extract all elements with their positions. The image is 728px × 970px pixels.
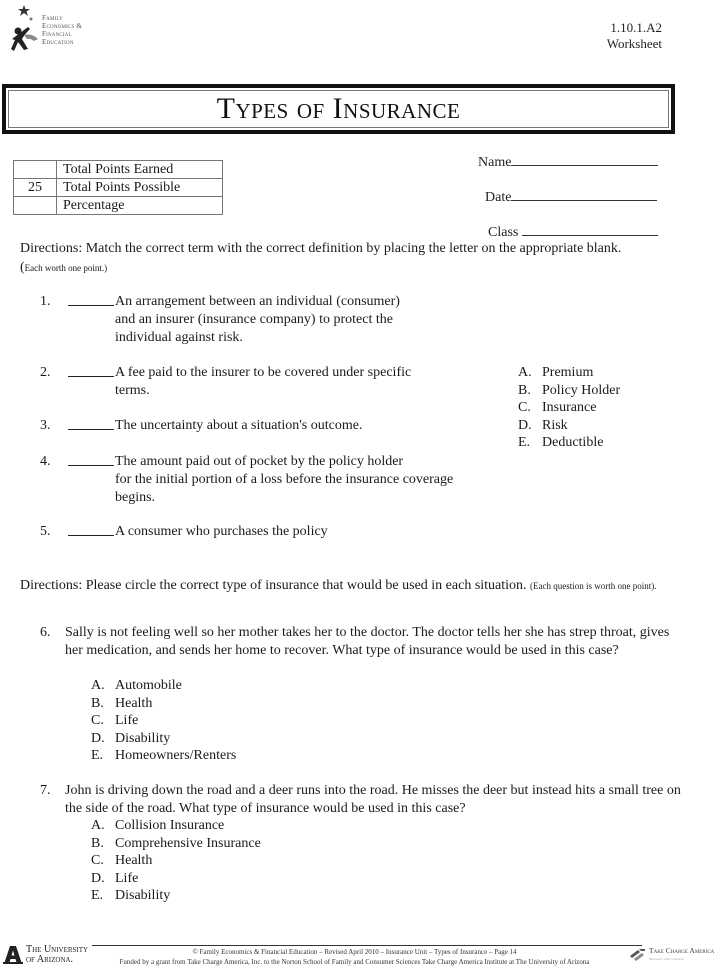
- option-item[interactable]: E. Disability: [91, 888, 171, 904]
- match-item-1: 1. An arrangement between an individual (consumer) and an insurer (insurance company) to protect the individual against risk.: [40, 294, 400, 345]
- answer-blank[interactable]: [68, 364, 114, 377]
- answer-blank[interactable]: [68, 417, 114, 430]
- option-item[interactable]: D. Disability: [91, 730, 171, 746]
- date-label: Date: [485, 190, 512, 205]
- footer-copyright: © Family Economics & Financial Education – Revised April 2010 – Insurance Unit – Types of Insurance – Page 14: [192, 948, 517, 956]
- question-6: 6. Sally is not feeling well so her mother takes her to the doctor. The doctor tells her she has strep throat, gives her medication, and sends her home to recover. What type of insurance would be used in this case?: [40, 624, 680, 660]
- class-blank[interactable]: [522, 222, 658, 236]
- answer-blank[interactable]: [68, 293, 114, 306]
- fefe-logo: [10, 4, 102, 56]
- option-item[interactable]: B. Health: [91, 695, 153, 711]
- take-charge-america-logo: Take Charge America Non-profit credit counseling: [630, 947, 714, 963]
- date-field[interactable]: [485, 187, 657, 206]
- date-blank[interactable]: [511, 187, 657, 201]
- term-item: A. Premium: [518, 365, 594, 380]
- table-row: [14, 179, 223, 197]
- term-item: C. Insurance: [518, 400, 597, 415]
- footer-text: [92, 947, 617, 967]
- points-possible-label: Total Points Possible: [57, 179, 223, 197]
- match-item-3: 3. The uncertainty about a situation's outcome.: [40, 418, 363, 433]
- option-item[interactable]: E. Homeowners/Renters: [91, 748, 237, 764]
- name-label: Name: [478, 155, 512, 170]
- footer-divider: [92, 945, 642, 946]
- points-earned-value[interactable]: [14, 161, 57, 179]
- star-figure-icon: [10, 5, 40, 55]
- matching-directions: Directions: Match the correct term with the correct definition by placing the letter on the appropriate blank.: [20, 241, 622, 256]
- logo-line-4: Education: [42, 38, 74, 46]
- table-row: [14, 161, 223, 179]
- answer-blank[interactable]: [68, 523, 114, 536]
- points-earned-label: Total Points Earned: [57, 161, 223, 179]
- percentage-label: Percentage: [57, 197, 223, 215]
- match-item-4: 4. The amount paid out of pocket by the policy holder for the initial portion of a loss before the insurance coverage begins.: [40, 454, 454, 505]
- match-item-2: 2. A fee paid to the insurer to be covered under specific terms.: [40, 365, 412, 398]
- term-item: E. Deductible: [518, 435, 604, 450]
- question-text: Sally is not feeling well so her mother takes her to the doctor. The doctor tells her she has strep throat, gives her medication, and sends her home to recover. What type of insurance would be used in this case?: [65, 625, 670, 658]
- percentage-value[interactable]: [14, 197, 57, 215]
- match-item-5: 5. A consumer who purchases the policy: [40, 524, 328, 539]
- term-item: D. Risk: [518, 417, 568, 433]
- university-of-arizona-logo: The University of Arizona.: [3, 945, 88, 965]
- page-title: Types of Insurance: [216, 92, 461, 125]
- option-item[interactable]: D. Life: [91, 870, 139, 886]
- question-7: 7. John is driving down the road and a deer runs into the road. He misses the deer but instead hits a small tree on the side of the road. What type of insurance would be used in this case?: [40, 782, 695, 818]
- circle-directions: Directions: Please circle the correct type of insurance that would be used in each situation. (Each question is worth one point).: [20, 578, 657, 593]
- logo-line-3: Financial: [42, 30, 72, 38]
- term-item: B. Policy Holder: [518, 382, 621, 398]
- name-field[interactable]: [478, 152, 658, 171]
- table-row: [14, 197, 223, 215]
- logo-line-2: Economics &: [42, 22, 83, 30]
- name-blank[interactable]: [511, 152, 658, 166]
- option-item[interactable]: C. Life: [91, 713, 139, 729]
- option-item[interactable]: C. Health: [91, 853, 153, 869]
- take-charge-icon: [630, 948, 646, 962]
- title-box: [2, 84, 675, 134]
- terms-list: [518, 364, 620, 452]
- points-table: [13, 160, 223, 215]
- class-field[interactable]: [488, 222, 658, 241]
- logo-line-1: Family: [42, 14, 63, 22]
- worksheet-code: 1.10.1.A2: [610, 20, 662, 35]
- points-possible-value: 25: [14, 179, 57, 197]
- question-6-options: [91, 677, 236, 765]
- footer-funding: Funded by a grant from Take Charge America, Inc. to the Norton School of Family and Consumer Sciences Take Charge America Institute at The University of Arizona: [119, 958, 590, 966]
- question-text: John is driving down the road and a deer runs into the road. He misses the deer but instead hits a small tree on the side of the road. What type of insurance would be used in this case?: [65, 783, 681, 816]
- class-label: Class: [488, 225, 519, 240]
- answer-blank[interactable]: [68, 453, 114, 466]
- matching-note: (Each worth one point.): [20, 260, 108, 275]
- option-item[interactable]: A. Automobile: [91, 678, 182, 693]
- arizona-a-icon: [3, 945, 23, 965]
- circle-note: (Each question is worth one point).: [530, 581, 657, 591]
- option-item[interactable]: A. Collision Insurance: [91, 818, 225, 833]
- option-item[interactable]: B. Comprehensive Insurance: [91, 835, 261, 851]
- worksheet-type: Worksheet: [606, 36, 662, 51]
- question-7-options: [91, 817, 261, 905]
